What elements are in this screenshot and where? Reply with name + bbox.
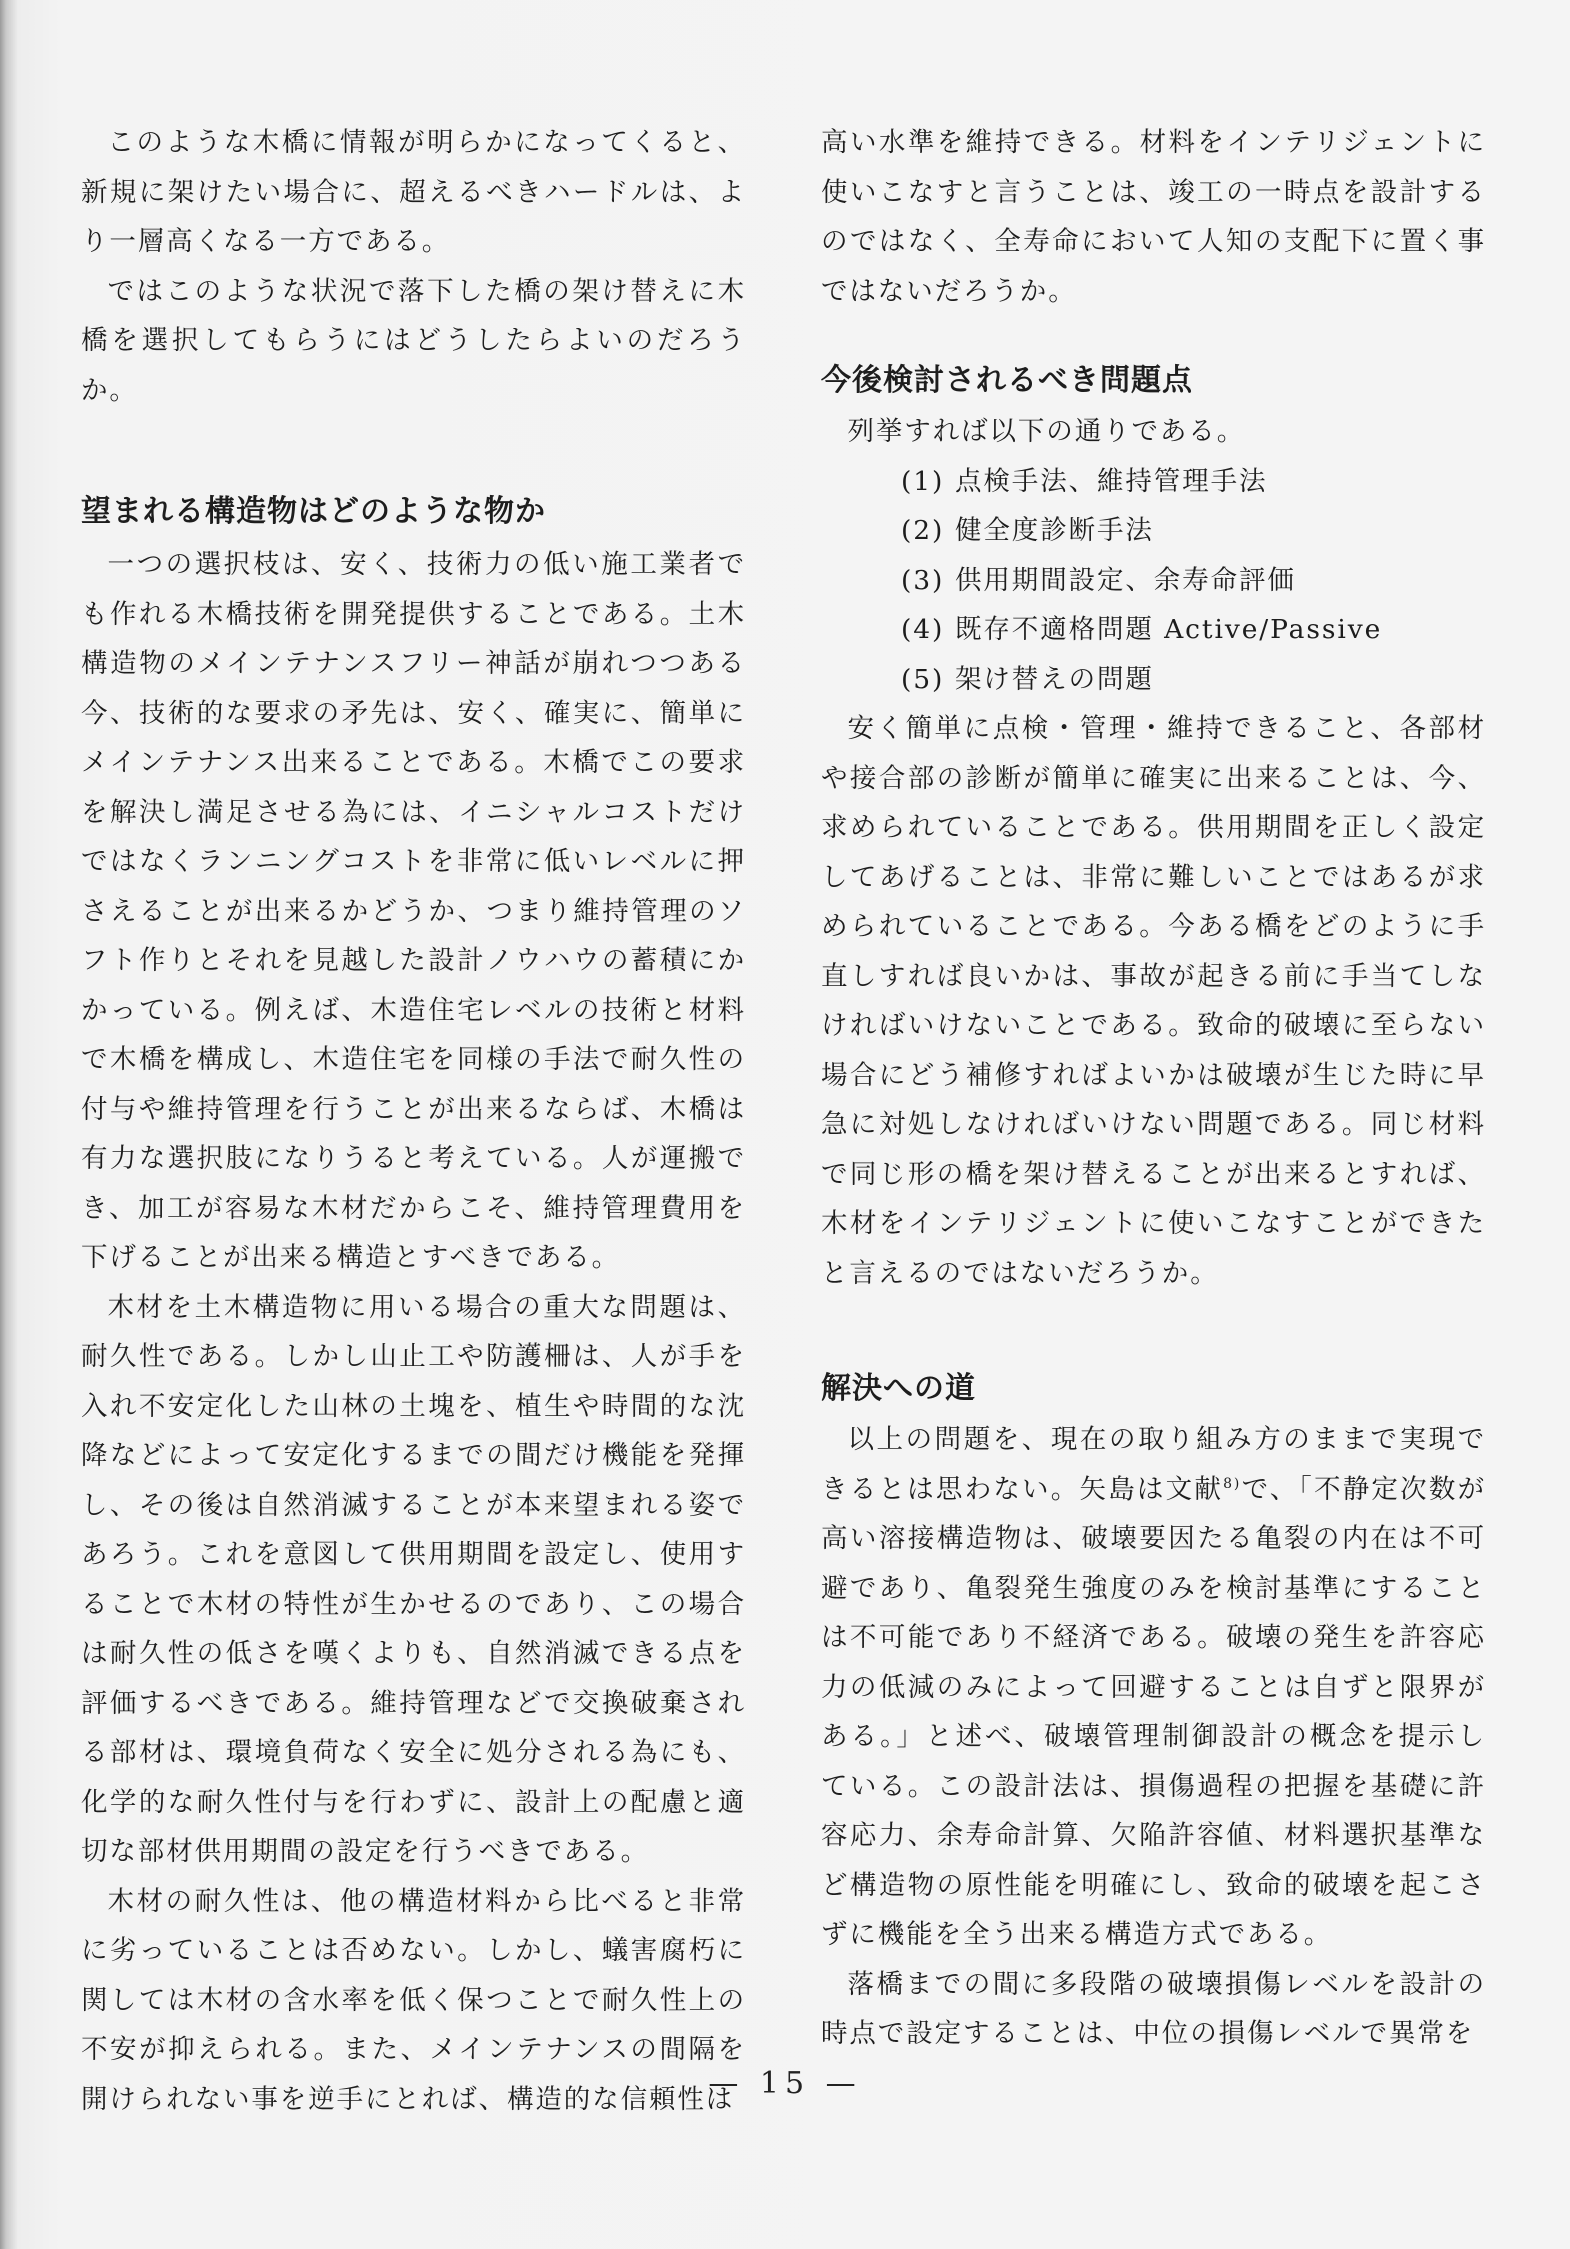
paragraph: 安く簡単に点検・管理・維持できること、各部材や接合部の診断が簡単に確実に出来ることは、今、求められていることである。供用期間を正しく設定してあげることは、非常に難しいことではあるが求められていることである。今ある橋をどのように手直しすれば良いかは、事故が起きる前に手当てしなければいけないことである。致命的破壊に至らない場合にどう補修すればよいかは破壊が生じた時に早急に対処しなければいけない問題である。同じ材料で同じ形の橋を架け替えることが出来るとすれば、木材をインテリジェントに使いこなすことができたと言えるのではないだろうか。: [821, 713, 1486, 1289]
right-column: [821, 118, 1486, 2059]
list-item: (4) 既存不適格問題 Active/Passive: [901, 614, 1383, 645]
paragraph: 落橋までの間に多段階の破壊損傷レベルを設計の時点で設定することは、中位の損傷レベルで異常を: [821, 1968, 1486, 2049]
paragraph: 木材を土木構造物に用いる場合の重大な問題は、耐久性である。しかし山止工や防護柵は、人が手を入れ不安定化した山林の土塊を、植生や時間的な沈降などによって安定化するまでの間だけ機能を発揮し、その後は自然消滅することが本来望まれる姿であろう。これを意図して供用期間を設定し、使用することで木材の特性が生かせるのであり、この場合は耐久性の低さを嘆くよりも、自然消滅できる点を評価するべきである。維持管理などで交換破棄される部材は、環境負荷なく安全に処分される為にも、化学的な耐久性付与を行わずに、設計上の配慮と適切な部材供用期間の設定を行うべきである。: [81, 1291, 746, 1867]
left-column: [81, 118, 746, 2124]
list-intro: 列挙すれば以下の通りである。: [847, 416, 1246, 447]
paragraph: ではこのような状況で落下した橋の架け替えに木橋を選択してもらうにはどうしたらよいのだろうか。: [81, 275, 746, 406]
section-heading: 望まれる構造物はどのような物か: [81, 494, 546, 529]
list-item: (3) 供用期間設定、余寿命評価: [901, 564, 1296, 596]
paragraph: 以上の問題を、現在の取り組み方のままで実現できるとは思わない。矢島は文献$^{8)}$で、「不静定次数が高い溶接構造物は、破壊要因たる亀裂の内在は不可避であり、亀裂発生強度のみを検討基準にすることは不可能であり不経済である。破壊の発生を許容応力の低減のみによって回避することは自ずと限界がある。」と述べ、破壊管理制御設計の概念を提示している。この設計法は、損傷過程の把握を基礎に許容応力、余寿命計算、欠陥許容値、材料選択基準など構造物の原性能を明確にし、致命的破壊を起こさずに機能を全う出来る構造方式である。: [821, 1424, 1486, 1950]
list-item: (5) 架け替えの問題: [901, 663, 1154, 695]
reference-mark: 8): [1223, 1475, 1242, 1492]
list-item: (1) 点検手法、維持管理手法: [901, 465, 1268, 497]
list-item: (2) 健全度診断手法: [901, 515, 1154, 546]
section-heading: 今後検討されるべき問題点: [821, 363, 1193, 398]
paragraph: 高い水準を維持できる。材料をインテリジェントに使いこなすと言うことは、竣工の一時点を設計するのではなく、全寿命において人知の支配下に置く事ではないだろうか。: [821, 127, 1486, 307]
paragraph: このような木橋に情報が明らかになってくると、新規に架けたい場合に、超えるべきハードルは、より一層高くなる一方である。: [81, 127, 746, 257]
page-number: — 15 —: [708, 2066, 862, 2101]
section-heading: 解決への道: [821, 1371, 976, 1406]
paragraph: 一つの選択枝は、安く、技術力の低い施工業者でも作れる木橋技術を開発提供することである。土木構造物のメインテナンスフリー神話が崩れつつある今、技術的な要求の矛先は、安く、確実に、簡単にメインテナンス出来ることである。木橋でこの要求を解決し満足させる為には、イニシャルコストだけではなくランニングコストを非常に低いレベルに押さえることが出来るかどうか、つまり維持管理のソフト作りとそれを見越した設計ノウハウの蓄積にかかっている。例えば、木造住宅レベルの技術と材料で木橋を構成し、木造住宅を同様の手法で耐久性の付与や維持管理を行うことが出来るならば、木橋は有力な選択肢になりうると考えている。人が運搬でき、加工が容易な木材だからこそ、維持管理費用を下げることが出来る構造とすべきである。: [81, 549, 746, 1273]
paragraph: 木材の耐久性は、他の構造材料から比べると非常に劣っていることは否めない。しかし、蟻害腐朽に関しては木材の含水率を低く保つことで耐久性上の不安が抑えられる。また、メインテナンスの間隔を開けられない事を逆手にとれば、構造的な信頼性は: [81, 1885, 746, 2115]
issue-list: [821, 457, 1486, 705]
